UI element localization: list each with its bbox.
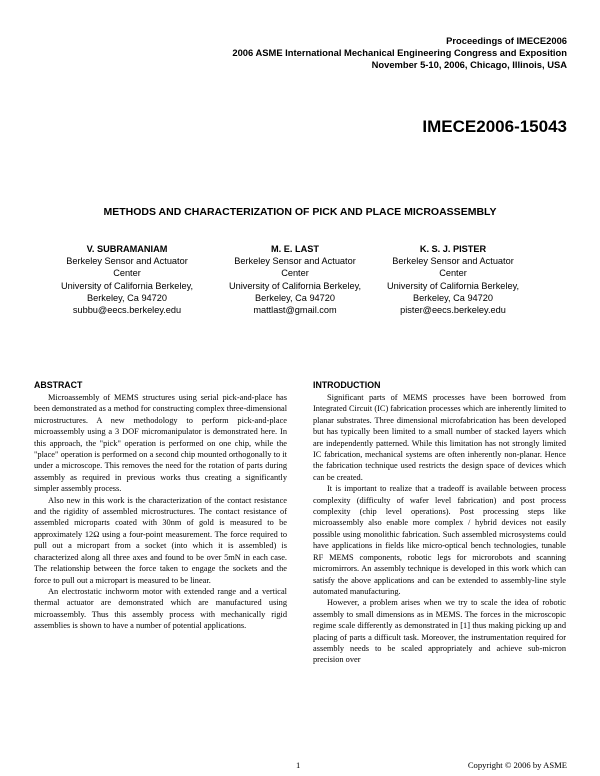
author-block	[215, 243, 375, 316]
author-name: K. S. J. PISTER	[419, 244, 487, 254]
paper-id: IMECE2006-15043	[422, 117, 567, 136]
author-city: Berkeley, Ca 94720	[254, 292, 335, 303]
author-city: Berkeley, Ca 94720	[86, 292, 167, 303]
author-affiliation: Center	[113, 268, 141, 279]
author-affiliation: Berkeley Sensor and Actuator	[66, 256, 188, 267]
header-line-3: November 5-10, 2006, Chicago, Illinois, USA	[371, 59, 567, 70]
abstract-column	[34, 380, 287, 632]
author-affiliation: Center	[439, 268, 467, 279]
introduction-paragraph: It is important to realize that a tradeoff is available between process complexity (difficulty of wafer level fabrication) and post process complexity (chip level operations). Post processing steps like microassembly also enable more complex / hybrid devices not easily possible using monolithic fabrication. Such assembled microsystems could have applications in fields like micro-optical bench technologies, tunable RF MEMS components, robotic legs for microrobots and scanning micromirrors. An assembly technique is developed in this work which can satisfy the above applications and can be extended to assembly-line style automated manufacturing.	[313, 484, 566, 596]
author-city: Berkeley, Ca 94720	[412, 292, 493, 303]
introduction-paragraph: However, a problem arises when we try to scale the idea of robotic assembly to small dimensions as in MEMS. The forces in the microscopic regime scale differently as demonstrated in [1] thus making picking up and placing of parts a difficult task. Moreover, the instrumentation required for assembly needs to be scaled appropriately and achieve sub-micron precision over	[313, 598, 566, 665]
author-affiliation: University of California Berkeley,	[60, 280, 194, 291]
proceedings-header	[232, 35, 567, 71]
page-number: 1	[296, 760, 301, 770]
author-affiliation: Berkeley Sensor and Actuator	[234, 256, 356, 267]
introduction-paragraph: Significant parts of MEMS processes have been borrowed from Integrated Circuit (IC) fabrication processes which are inherently limited to planar substrates. Three dimensional microfabrication has been developed but has typically been limited to a small number of stacked layers which are independently patterned. While this limitation has not strongly limited IC fabrication, mechanical systems are often inherently non-planar. Hence the fabrication technique used restricts the design space of devices which can be created.	[313, 393, 566, 482]
paper-title: METHODS AND CHARACTERIZATION OF PICK AND PLACE MICROASSEMBLY	[103, 206, 497, 218]
copyright-notice: Copyright © 2006 by ASME	[467, 760, 567, 770]
author-email: pister@eecs.berkeley.edu	[400, 305, 506, 316]
abstract-paragraph: An electrostatic inchworm motor with extended range and a vertical thermal actuator are demonstrated which are manufactured using microassembly. Thus this assembly process with mechanically rigid assemblies is shown to have a number of potential applications.	[34, 586, 287, 631]
header-line-2: 2006 ASME International Mechanical Engineering Congress and Exposition	[232, 47, 567, 58]
introduction-column	[313, 380, 566, 666]
author-affiliation: Center	[281, 268, 309, 279]
introduction-heading: INTRODUCTION	[313, 380, 381, 390]
author-email: subbu@eecs.berkeley.edu	[72, 305, 182, 316]
author-affiliation: Berkeley Sensor and Actuator	[392, 256, 514, 267]
author-block	[47, 243, 207, 316]
author-affiliation: University of California Berkeley,	[228, 280, 362, 291]
author-name: M. E. LAST	[271, 244, 319, 254]
author-name: V. SUBRAMANIAM	[86, 244, 168, 254]
author-affiliation: University of California Berkeley,	[386, 280, 520, 291]
abstract-heading: ABSTRACT	[34, 380, 83, 390]
author-block	[373, 243, 533, 316]
abstract-paragraph: Also new in this work is the characterization of the contact resistance and the rigidity of assembled microstructures. The contact resistance of assembled microparts coated with 30nm of gold is measured to be approximately 12Ω using a four-point measurement. The force required to pull out a micropart from a socket (into which it is assembled) is characterized along all three axes and found to be over 5mN in each case. The relationship between the force taken to engage the sockets and the force to pull out a micropart is measured to be linear.	[34, 495, 287, 585]
header-line-1: Proceedings of IMECE2006	[446, 35, 567, 46]
author-email: mattlast@gmail.com	[253, 305, 337, 316]
abstract-paragraph: Microassembly of MEMS structures using serial pick-and-place has been demonstrated as a method for constructing complex three-dimensional microstructures. A new methodology to perform pick-and-place microassembly using a 3 DOF micromanipulator is demonstrated here. In this approach, the "pick" operation is performed on one chip, while the "place" operation is performed on a second chip mounted orthogonally to it under a microscope. This removes the need for the rotation of parts during assembly as required in previous works thus creating a significantly simpler assembly process.	[34, 393, 288, 494]
